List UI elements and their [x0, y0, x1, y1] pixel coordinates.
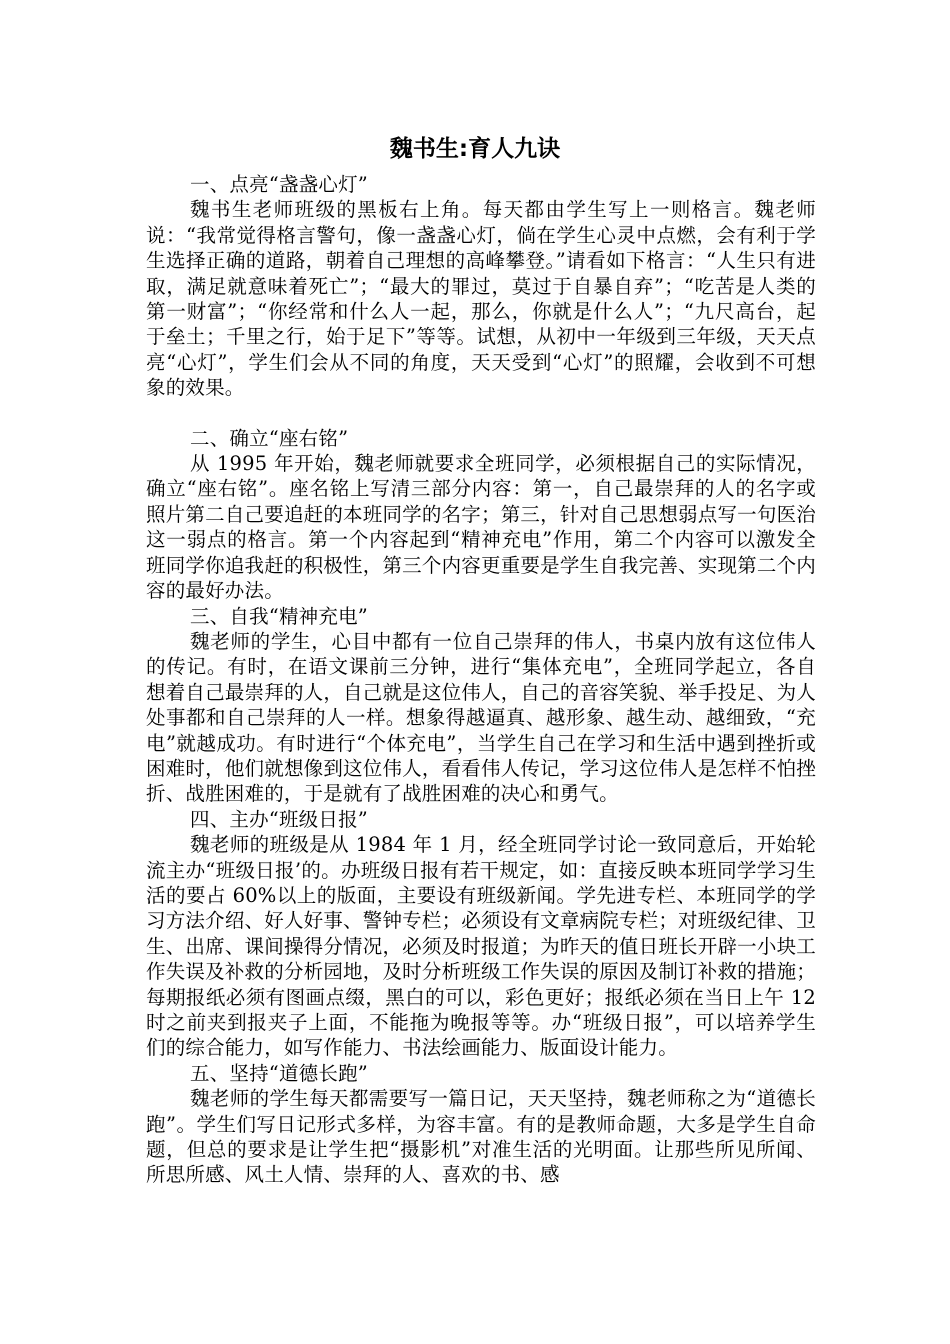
- section-paragraph: 魏老师的学生每天都需要写一篇日记，天天坚持，魏老师称之为“道德长跑”。学生们写日记形式多样，为容丰富。有的是教师命题，大多是学生自命题，但总的要求是让学生把“摄影机”对准生活的光明面。让那些所见所闻、所思所感、风土人情、崇拜的人、喜欢的书、感: [146, 1087, 816, 1187]
- section-heading: 四、主办“班级日报”: [190, 807, 368, 831]
- section-heading: 五、坚持“道德长跑”: [190, 1061, 368, 1085]
- section-paragraph: 从 1995 年开始，魏老师就要求全班同学，必须根据自己的实际情况，确立“座右铭”。座名铭上写清三部分内容：第一，自己最崇拜的人的名字或照片第二自己要追赶的本班同学的名字；第三，针对自己思想弱点写一句医治这一弱点的格言。第一个内容起到“精神充电”作用，第二个内容可以激发全班同学你追我赶的积极性，第三个内容更重要是学生自我完善、实现第二个内容的最好办法。: [146, 452, 816, 603]
- section-heading: 二、确立“座右铭”: [190, 426, 349, 450]
- section-paragraph: 魏书生老师班级的黑板右上角。每天都由学生写上一则格言。魏老师说：“我常觉得格言警句，像一盏盏心灯，倘在学生心灵中点燃，会有利于学生选择正确的道路，朝着自己理想的高峰攀登。”请看如下格言：“人生只有进取，满足就意味着死亡”；“最大的罪过，莫过于自暴自弃”；“吃苦是人类的第一财富”；“你经常和什么人一起，那么，你就是什么人”；“九尺高台，起于垒土；千里之行，始于足下”等等。试想，从初中一年级到三年级，天天点亮“心灯”，学生们会从不同的角度，天天受到“心灯”的照耀，会收到不可想象的效果。: [146, 198, 816, 400]
- section-paragraph: 魏老师的学生，心目中都有一位自己崇拜的伟人，书桌内放有这位伟人的传记。有时，在语文课前三分钟，进行“集体充电”，全班同学起立，各自想着自己最崇拜的人，自己就是这位伟人，自己的音容笑貌、举手投足、为人处事都和自己崇拜的人一样。想象得越逼真、越形象、越生动、越细致，“充电”就越成功。有时进行“个体充电”，当学生自己在学习和生活中遇到挫折或困难时，他们就想像到这位伟人，看看伟人传记，学习这位伟人是怎样不怕挫折、战胜困难的，于是就有了战胜困难的决心和勇气。: [146, 629, 816, 806]
- section-paragraph: 魏老师的班级是从 1984 年 1 月，经全班同学讨论一致同意后，开始轮流主办“班级日报’的。办班级日报有若干规定，如：直接反映本班同学学习生活的要占 60%以上的版面，主要设有班级新闻。学先进专栏、本班同学的学习方法介绍、好人好事、警钟专栏；必须设有文章病院专栏；对班级纪律、卫生、出席、课间操得分情况，必须及时报道；为昨天的值日班长开辟一小块工作失误及补救的分析园地，及时分析班级工作失误的原因及制订补救的措施；每期报纸必须有图画点缀，黑白的可以，彩色更好；报纸必须在当日上午 12 时之前夹到报夹子上面，不能拖为晚报等等。办“班级日报”，可以培养学生们的综合能力，如写作能力、书法绘画能力、版面设计能力。: [146, 833, 816, 1060]
- section-heading: 一、点亮“盏盏心灯”: [190, 173, 368, 196]
- document-title: 魏书生:育人九诀: [389, 136, 561, 162]
- document-body: [146, 172, 816, 1188]
- paragraph-gap: [146, 401, 816, 426]
- section-heading: 三、自我“精神充电”: [190, 604, 368, 628]
